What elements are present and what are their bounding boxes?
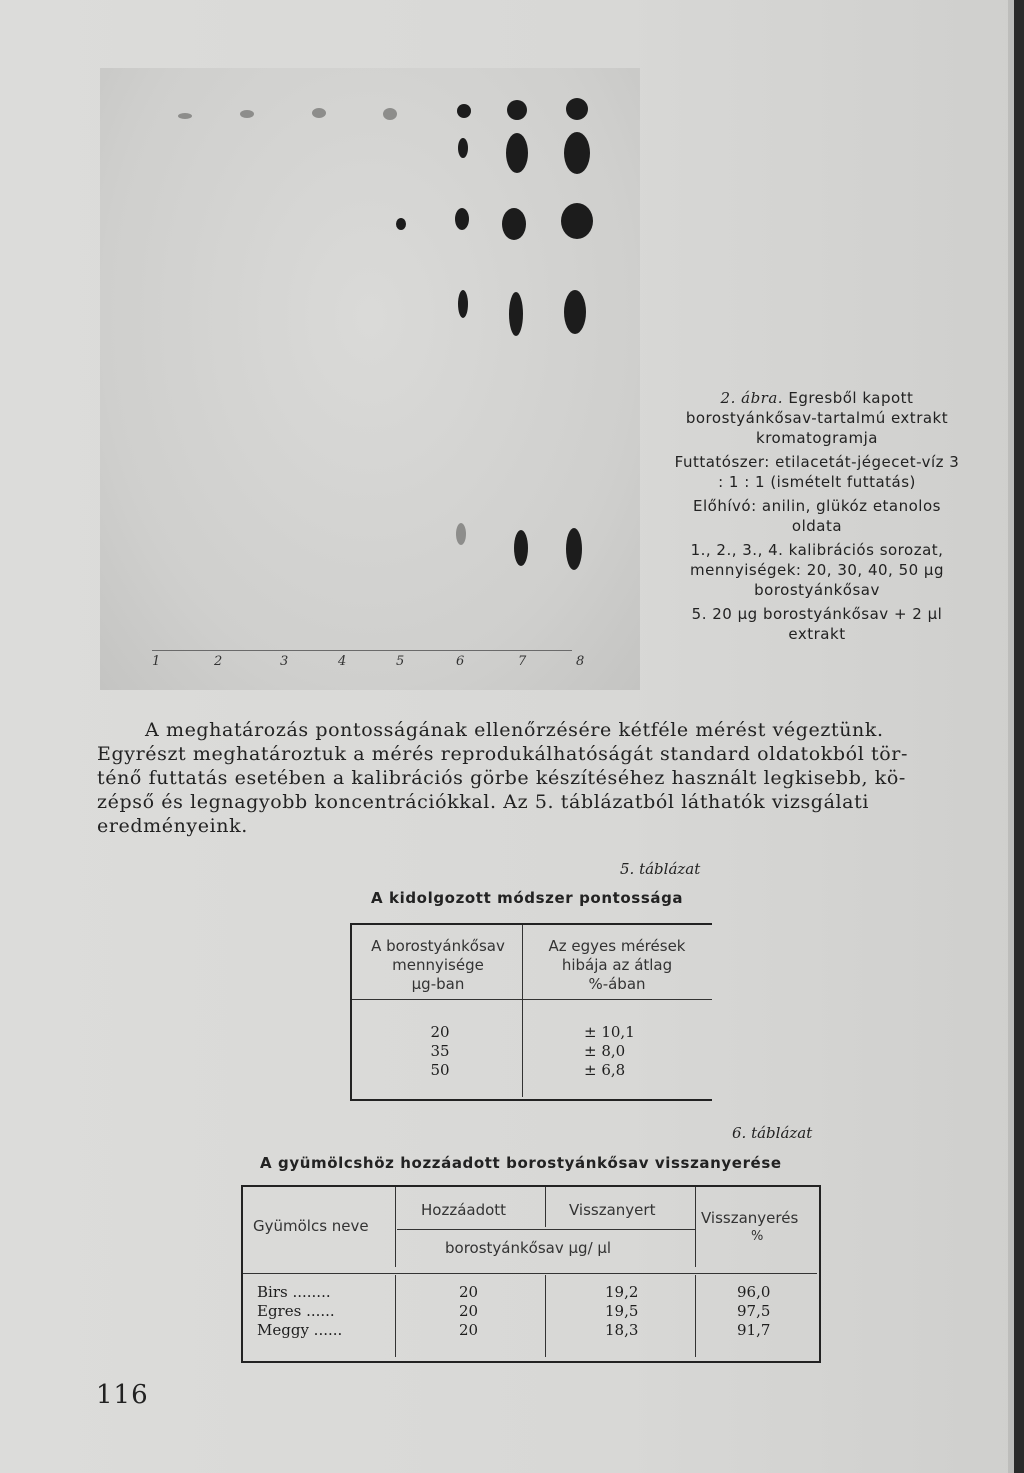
table-cell: Meggy ...... — [257, 1321, 343, 1339]
table-cell: 19,5 — [605, 1302, 639, 1320]
table6-header-unit: borostyánkősav µg/ µl — [445, 1239, 612, 1257]
spot — [566, 98, 588, 120]
spot — [458, 290, 468, 318]
spot — [456, 523, 466, 545]
table-cell: 20 — [430, 1023, 450, 1041]
chromatogram-photo — [100, 68, 640, 690]
table-cell: 35 — [430, 1042, 450, 1060]
table6-recovered-column — [605, 1283, 638, 1340]
table-cell: 19,2 — [605, 1283, 639, 1301]
table-divider — [352, 999, 712, 1000]
table-divider — [545, 1275, 546, 1357]
header-line: %-ában — [588, 975, 646, 993]
caption-sample: 5. 20 µg borostyánkősav + 2 µl extrakt — [691, 605, 943, 643]
figure-label: 2. ábra. — [720, 389, 784, 407]
lane-number: 7 — [518, 654, 527, 669]
table-divider — [243, 1273, 817, 1274]
table-cell: 20 — [459, 1302, 479, 1320]
header-line: A borostyánkősav — [371, 937, 505, 955]
table5-title: A kidolgozott módszer pontossága — [371, 889, 684, 907]
paragraph-line: eredményeink. — [97, 815, 248, 837]
spot — [240, 110, 254, 118]
lane-number: 1 — [152, 654, 161, 669]
caption-calibration: 1., 2., 3., 4. kalibrációs sorozat, mennyiségek: 20, 30, 40, 50 µg borostyánkősav — [690, 541, 944, 599]
table-cell: Egres ...... — [257, 1302, 335, 1320]
caption-solvent: Futtatószer: etilacetát-jégecet-víz 3 : 1 : 1 (ismételt futtatás) — [674, 453, 960, 491]
table6-header-recovered: Visszanyert — [569, 1201, 656, 1219]
spot — [514, 530, 528, 566]
paragraph-line: Egyrészt meghatároztuk a mérés reprodukálhatóságát standard oldatokból tör- — [97, 743, 909, 765]
caption-developer: Előhívó: anilin, glükóz etanolos oldata — [693, 497, 941, 535]
page-number: 116 — [96, 1380, 149, 1410]
spot — [383, 108, 397, 120]
lane-number: 3 — [280, 654, 289, 669]
lane-number: 2 — [214, 654, 223, 669]
table6-label: 6. táblázat — [732, 1124, 813, 1142]
table-cell: ± 8,0 — [584, 1042, 626, 1060]
caption-title-text: Egresből kapott borostyánkősav-tartalmú extrakt kromatogramja — [685, 389, 949, 447]
table-divider — [695, 1275, 696, 1357]
page-edge — [1014, 0, 1024, 1473]
table-cell: 96,0 — [737, 1283, 771, 1301]
start-line — [152, 650, 572, 651]
table-cell: 97,5 — [737, 1302, 771, 1320]
header-line: Az egyes mérések — [548, 937, 686, 955]
paragraph-line: A meghatározás pontosságának ellenőrzésére kétféle mérést végeztünk. — [145, 719, 884, 741]
table6-fruit-column — [257, 1283, 342, 1340]
table6-added-column — [459, 1283, 478, 1340]
spot — [502, 208, 526, 240]
spot — [561, 203, 593, 239]
table-divider — [395, 1187, 396, 1267]
spot — [455, 208, 469, 230]
table-divider — [545, 1187, 546, 1227]
lane-number: 4 — [338, 654, 347, 669]
table-divider — [695, 1187, 696, 1267]
table-cell: 18,3 — [605, 1321, 639, 1339]
spot — [566, 528, 582, 570]
spot — [178, 113, 192, 119]
lane-number: 6 — [456, 654, 465, 669]
table-cell: 20 — [459, 1283, 479, 1301]
spot — [506, 133, 528, 173]
table6-header-recovery-unit: % — [751, 1229, 764, 1244]
table6-title: A gyümölcshöz hozzáadott borostyánkősav visszanyerése — [260, 1154, 782, 1172]
spot — [457, 104, 471, 118]
table6-header-recovery: Visszanyerés — [701, 1209, 799, 1227]
header-line: mennyisége — [392, 956, 484, 974]
lane-number: 5 — [396, 654, 405, 669]
table-cell: 50 — [430, 1061, 450, 1079]
caption-title — [672, 388, 962, 448]
spot — [507, 100, 527, 120]
table-cell: 91,7 — [737, 1321, 771, 1339]
spot — [564, 290, 586, 334]
paragraph-line: zépső és legnagyobb koncentrációkkal. Az 5. táblázatból láthatók vizsgálati — [97, 791, 870, 813]
body-paragraph — [97, 718, 969, 838]
spot — [509, 292, 523, 336]
table6 — [241, 1185, 821, 1363]
table5-errors — [584, 1023, 654, 1080]
spot — [312, 108, 326, 118]
figure-caption — [672, 388, 962, 648]
header-line: µg-ban — [411, 975, 465, 993]
table5-label: 5. táblázat — [620, 860, 701, 878]
spot — [396, 218, 406, 230]
table5-amounts — [412, 1023, 468, 1080]
table-cell: Birs ........ — [257, 1283, 331, 1301]
lane-number: 8 — [576, 654, 585, 669]
table6-header-added: Hozzáadott — [421, 1201, 507, 1219]
table5-header-error — [524, 937, 710, 994]
header-line: hibája az átlag — [561, 956, 673, 974]
table-divider — [395, 1275, 396, 1357]
table5-header-amount — [354, 937, 522, 994]
spot — [564, 132, 590, 174]
table6-header-fruit: Gyümölcs neve — [253, 1217, 369, 1235]
paragraph-line: ténő futtatás esetében a kalibrációs görbe készítéséhez használt legkisebb, kö- — [97, 767, 906, 789]
table6-percent-column — [737, 1283, 770, 1340]
table-divider — [397, 1229, 695, 1230]
table-cell: 20 — [459, 1321, 479, 1339]
table-cell: ± 10,1 — [584, 1023, 635, 1041]
table5 — [350, 923, 712, 1101]
table-divider — [522, 925, 523, 1097]
spot — [458, 138, 468, 158]
table-cell: ± 6,8 — [584, 1061, 626, 1079]
